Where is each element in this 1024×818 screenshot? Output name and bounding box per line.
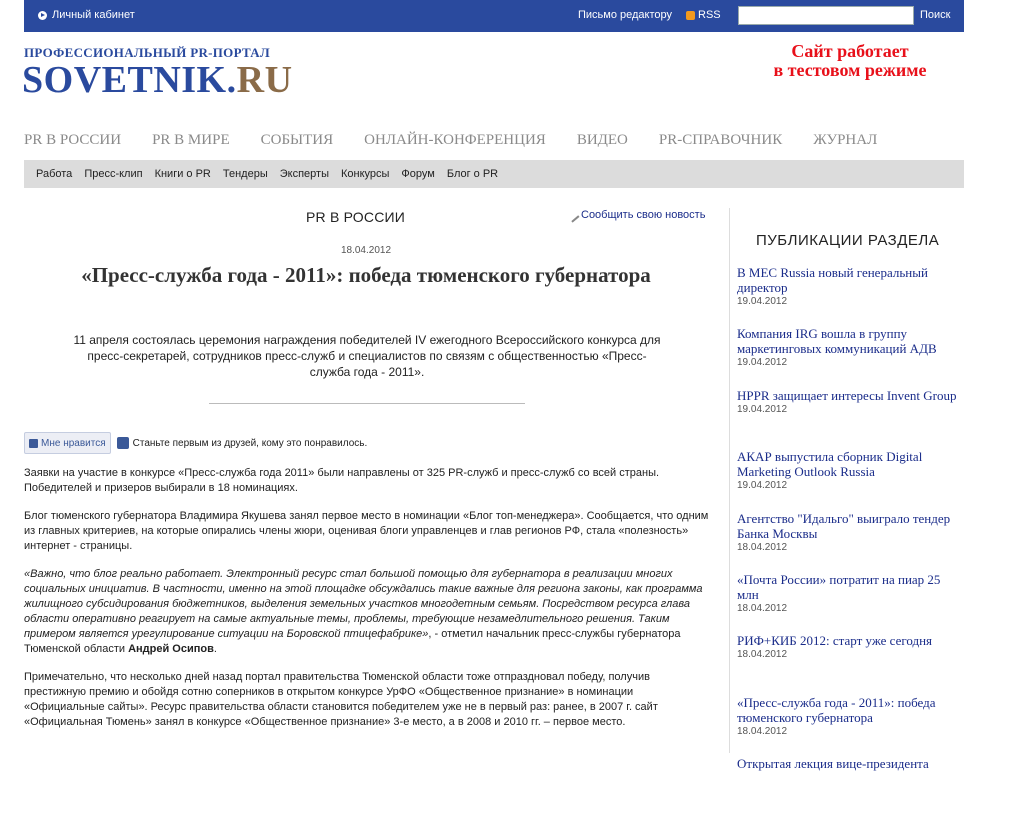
letter-to-editor-link[interactable]: Письмо редактору (578, 9, 673, 21)
nav-journal[interactable]: ЖУРНАЛ (813, 132, 878, 148)
article-lead: 11 апреля состоялась церемония награждения победителей IV ежегодного Всероссийского конкурса для пресс-секретарей, сотрудников пресс-служб и специалистов по связям с общественностью «Пресс-служба года - 2011». (73, 333, 661, 379)
rss-link[interactable] (686, 9, 721, 21)
nav-pr-world[interactable]: PR В МИРЕ (152, 132, 230, 148)
publication-link[interactable]: АКАР выпустила сборник Digital Marketing Outlook Russia (737, 449, 923, 480)
nav-pr-russia[interactable]: PR В РОССИИ (24, 132, 122, 148)
list-item (737, 449, 965, 510)
test-notice-line2: в тестовом режиме (773, 60, 927, 80)
subnav-blog[interactable]: Блог о PR (446, 168, 499, 180)
quote-attribution: , - отметил начальник пресс-службы губернатора Тюменской области (24, 628, 681, 655)
section-title: PR В РОССИИ (306, 209, 406, 225)
subnav-jobs[interactable]: Работа (36, 168, 73, 180)
list-item (737, 572, 965, 633)
divider (209, 403, 525, 404)
article-paragraph: Блог тюменского губернатора Владимира Якушева занял первое место в номинации «Блог топ-менеджера». Сообщается, что одним из главных критериев, на которые опирались члены жюри, оценивая блоги управленцев и глав регионов РФ, стала «полезность» интернет - страницы. (24, 510, 709, 552)
list-item (737, 511, 965, 572)
sub-nav (24, 160, 964, 188)
publication-link[interactable]: РИФ+КИБ 2012: старт уже сегодня (737, 633, 933, 649)
article-date: 18.04.2012 (340, 245, 392, 256)
rss-label: RSS (698, 9, 721, 21)
site-tagline: ПРОФЕССИОНАЛЬНЫЙ PR-ПОРТАЛ (24, 45, 270, 60)
list-item (737, 388, 965, 449)
publication-date: 19.04.2012 (737, 296, 788, 307)
publication-date: 19.04.2012 (737, 357, 788, 369)
publication-link[interactable]: Агентство "Идальго" выиграло тендер Банка Москвы (737, 510, 951, 541)
publication-date: 18.04.2012 (737, 541, 788, 553)
arrow-circle-icon (38, 11, 47, 20)
quote-text: «Важно, что блог реально работает. Электронный ресурс стал большой помощью для губернатора в реализации многих социальных инициатив. В частности, именно на этой площадке обсуждались такие важные для региона законы, как программа жилищного субсидирования бюджетников, выделения земельных участков многодетным семьям. Посредством ресурса глава области оперативно реагирует на самые актуальные темы, проблемы, требующие незамедлительного решения. Таким примером является урегулирование ситуации на Боровской птицефабрике» (24, 568, 703, 640)
article-quote-paragraph: «Важно, что блог реально работает. Электронный ресурс стал большой помощью для губернатора в реализации многих социальных инициатив. В частности, именно на этой площадке обсуждались такие важные для региона законы, как программа жилищного субсидирования бюджетников, выделения земельных участков многодетным семьям. Посредством ресурса глава области оперативно реагирует на самые актуальные темы, проблемы, требующие незамедлительного решения. Таким примером является урегулирование ситуации на Боровской птицефабрике», - отметил начальник пресс-службы губернатора Тюменской области Андрей Осипов. (24, 568, 703, 655)
publication-link[interactable]: Компания IRG вошла в группу маркетинговых коммуникаций АДВ (737, 326, 937, 357)
publication-link[interactable]: Открытая лекция вице-президента (737, 756, 929, 772)
facebook-like-widget (24, 432, 367, 454)
publication-date: 19.04.2012 (737, 480, 788, 492)
rss-icon (686, 11, 695, 20)
facebook-icon (117, 437, 129, 449)
subnav-contests[interactable]: Конкурсы (340, 168, 390, 180)
publication-date: 18.04.2012 (737, 725, 788, 737)
like-button-label: Мне нравится (41, 437, 106, 449)
publication-date: 19.04.2012 (737, 403, 788, 415)
article-paragraph: Заявки на участие в конкурсе «Пресс-служба года 2011» были направлены от 325 PR-служб и пресс-служб со всей страны. Победителей и призеров выбирали в 18 номинациях. (24, 467, 660, 494)
publication-date: 18.04.2012 (737, 649, 788, 661)
logo-ru-text: RU (236, 59, 293, 101)
top-bar (24, 0, 964, 32)
like-button[interactable] (24, 432, 111, 454)
site-logo[interactable] (22, 58, 293, 102)
submit-news-link[interactable] (568, 209, 705, 221)
subnav-experts[interactable]: Эксперты (279, 168, 329, 180)
main-nav (24, 132, 908, 149)
nav-events[interactable]: СОБЫТИЯ (260, 132, 334, 148)
thumbs-up-icon (29, 439, 38, 448)
publication-link[interactable]: «Пресс-служба года - 2011»: победа тюменского губернатора (737, 694, 936, 725)
nav-video[interactable]: ВИДЕО (576, 132, 628, 148)
list-item (737, 265, 965, 326)
nav-pr-directory[interactable]: PR-СПРАВОЧНИК (658, 132, 783, 148)
sidebar-publication-list (737, 265, 965, 818)
submit-news-label: Сообщить свою новость (581, 209, 706, 221)
article-title: «Пресс-служба года - 2011»: победа тюменского губернатора (81, 263, 651, 287)
test-notice-line1: Сайт работает (791, 41, 909, 61)
test-mode-notice (735, 42, 965, 80)
article-body (24, 466, 714, 743)
search-button[interactable]: Поиск (920, 9, 951, 21)
subnav-forum[interactable]: Форум (401, 168, 435, 180)
personal-cabinet-label: Личный кабинет (52, 9, 135, 21)
like-prompt-text: Станьте первым из друзей, кому это понравилось. (132, 437, 368, 449)
publication-link[interactable]: В MEC Russia новый генеральный директор (737, 265, 928, 295)
publication-link[interactable]: «Почта России» потратит на пиар 25 млн (737, 571, 941, 602)
search-input[interactable] (738, 6, 914, 25)
subnav-press-clip[interactable]: Пресс-клип (84, 168, 143, 180)
quote-author: Андрей Осипов (128, 643, 214, 655)
logo-main-text: SOVETNIK. (22, 59, 237, 101)
nav-online-conference[interactable]: ОНЛАЙН-КОНФЕРЕНЦИЯ (364, 132, 546, 148)
sidebar-title: ПУБЛИКАЦИИ РАЗДЕЛА (756, 232, 940, 249)
subnav-books[interactable]: Книги о PR (154, 168, 211, 180)
pencil-icon (566, 208, 580, 222)
column-divider (729, 208, 730, 753)
publication-date: 18.04.2012 (737, 602, 788, 614)
list-item (737, 756, 965, 817)
list-item (737, 326, 965, 387)
subnav-tenders[interactable]: Тендеры (222, 168, 268, 180)
list-item (737, 695, 965, 756)
personal-cabinet-link[interactable] (38, 9, 135, 21)
list-item (737, 633, 965, 694)
publication-link[interactable]: HPPR защищает интересы Invent Group (737, 387, 957, 403)
article-paragraph: Примечательно, что несколько дней назад портал правительства Тюменской области тоже отпраздновал победу, получив престижную премию и обойдя сотню соперников в открытом конкурсе УрФО «Общественное признание» в номинации «Официальные сайты». Ресурс правительства области становится победителем уже не в первый раз: ранее, в 2007 г. сайт «Официальная Тюмень» занял в конкурсе «Общественное признание» 3-е место, а в 2008 и 2010 гг. – первое место. (24, 671, 658, 728)
